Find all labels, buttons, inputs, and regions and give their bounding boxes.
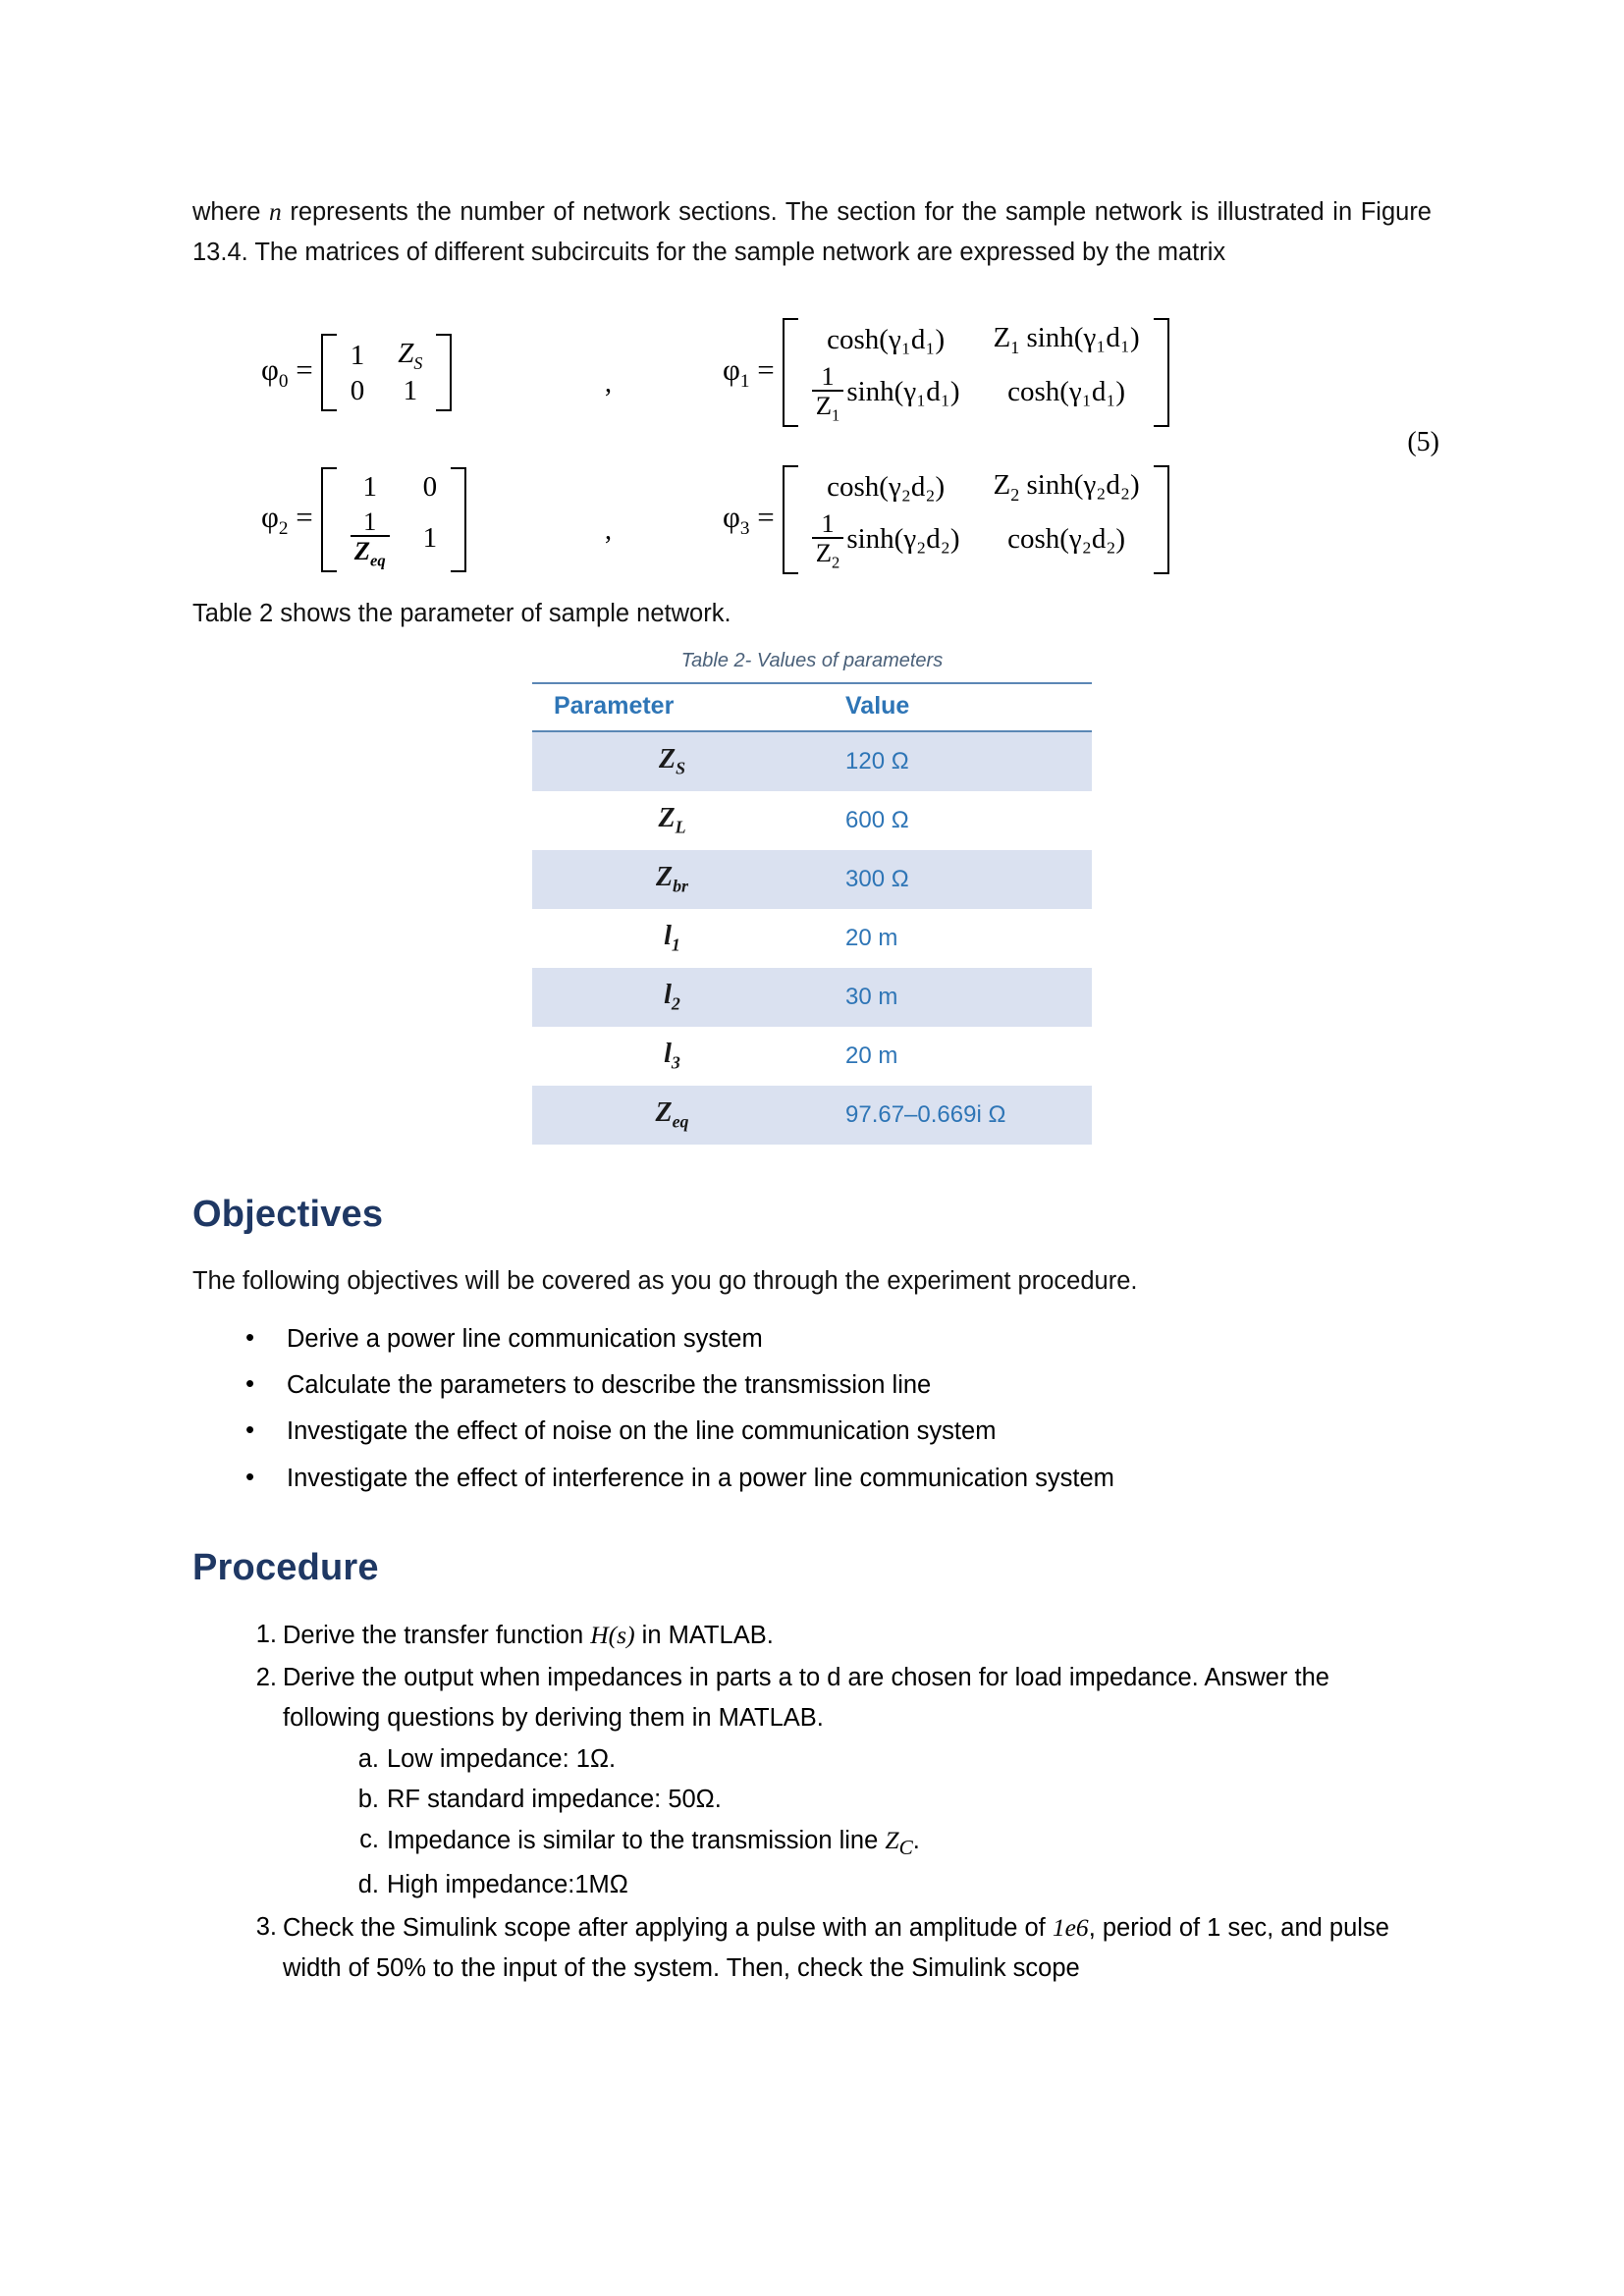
- table-cell-parameter: $Z_S$: [532, 731, 812, 791]
- equation-row-2: [192, 447, 1432, 594]
- table-cell-value: 120 Ω: [812, 731, 1092, 791]
- phi1-cell-12: $Z_1$ sinh(γ₁d₁): [993, 321, 1140, 357]
- equation-comma-1: ,: [605, 367, 612, 399]
- table-row: [532, 1027, 1092, 1086]
- intro-text-part2: represents the number of network sections. The section for the sample network is illustrated in Figure 13.4. The matrices of different subcircuits for the sample network are expressed by the matrix: [192, 198, 1432, 267]
- phi1-cell-22: cosh(γ₁d₁): [1007, 376, 1126, 408]
- procedure-sublist: [283, 1739, 1432, 1905]
- equation-phi2: [192, 467, 605, 573]
- table-cell-parameter: $l_3$: [664, 1039, 680, 1073]
- table-cell-parameter: $Z_L$: [658, 803, 686, 837]
- objectives-list: [192, 1323, 1432, 1494]
- phi0-cell-22: 1: [403, 375, 418, 407]
- bracket-right: [451, 467, 466, 573]
- bracket-right: [1154, 318, 1169, 428]
- phi2-cell-12: 0: [422, 470, 438, 503]
- phi2-cell-21: [347, 507, 394, 569]
- table-header-row: [532, 683, 1092, 731]
- table-row: [532, 1086, 1092, 1145]
- phi1-cell-11: cosh(γ₁d₁): [827, 323, 946, 355]
- phi0-cell-21: 0: [350, 375, 365, 407]
- equation-phi3: [723, 465, 1432, 575]
- procedure-heading: Procedure: [192, 1546, 379, 1588]
- phi2-label: $\varphi_2$ =: [261, 499, 313, 540]
- table-row: [532, 791, 1092, 850]
- bracket-left: [783, 318, 798, 428]
- table-row: [532, 968, 1092, 1027]
- phi1-matrix: [783, 318, 1169, 428]
- table-intro-paragraph: Table 2 shows the parameter of sample network.: [192, 599, 731, 627]
- phi3-cell-11: cosh(γ₂d₂): [827, 470, 946, 503]
- table-row: [532, 731, 1092, 791]
- objective-item: • Investigate the effect of interference in a power line communication system: [287, 1463, 1432, 1494]
- phi2-cell-22: 1: [422, 521, 438, 554]
- objective-item: • Investigate the effect of noise on the line communication system: [287, 1415, 1432, 1447]
- table-cell-value: 20 m: [845, 1041, 898, 1069]
- table-row: [532, 909, 1092, 968]
- procedure-item: Derive the transfer function H(s) in MATLAB.: [283, 1620, 774, 1649]
- table-cell-parameter: $Z_{eq}$: [532, 1086, 812, 1145]
- phi3-fraction: $\frac{1}{Z_2}$: [812, 509, 844, 571]
- table-cell-value: 30 m: [812, 968, 1092, 1027]
- table-cell-parameter: $l_1$: [664, 921, 680, 955]
- bracket-left: [321, 334, 337, 412]
- bracket-left: [321, 467, 337, 573]
- bracket-right: [1154, 465, 1169, 575]
- phi3-sinh: sinh(γ₂d₂): [846, 523, 960, 556]
- intro-paragraph: [192, 191, 1432, 274]
- intro-variable-n: n: [269, 197, 282, 226]
- table-cell-value: 300 Ω: [812, 850, 1092, 909]
- phi3-cell-12: $Z_2$ sinh(γ₂d₂): [993, 468, 1140, 505]
- phi0-matrix: [321, 334, 453, 412]
- phi0-cell-12: $Z_S$: [398, 337, 423, 373]
- bracket-left: [783, 465, 798, 575]
- table-cell-value: 97.67–0.669i Ω: [812, 1086, 1092, 1145]
- phi2-cell-11: 1: [362, 470, 377, 503]
- phi3-matrix: [783, 465, 1169, 575]
- table-cell-parameter: $Z_{br}$: [532, 850, 812, 909]
- objectives-heading: Objectives: [192, 1193, 384, 1235]
- phi2-fraction: $\frac{1}{Z_{eq}}$: [351, 507, 390, 569]
- objective-item: • Derive a power line communication system: [287, 1323, 1432, 1355]
- equation-number: (5): [1407, 426, 1439, 457]
- table-header-parameter: Parameter: [532, 683, 812, 731]
- phi1-cell-21: [808, 362, 964, 424]
- phi0-label: $\varphi_0$ =: [261, 351, 313, 393]
- procedure-subitem: High impedance:1MΩ: [387, 1870, 628, 1898]
- table-header-value: Value: [812, 683, 1092, 731]
- phi1-fraction: $\frac{1}{Z_1}$: [812, 362, 844, 424]
- table-row: [532, 850, 1092, 909]
- procedure-item: Derive the output when impedances in parts a to d are chosen for load impedance. Answer the following questions by deriving them in MATLAB. Low impedance: 1Ω. RF standard impedance: 50Ω. Impedance is similar to the transmission line $Z_C$. High impedance:1MΩ: [283, 1658, 1432, 1905]
- table-cell-parameter: $l_2$: [532, 968, 812, 1027]
- table-body: [532, 731, 1092, 1145]
- phi1-label: $\varphi_1$ =: [723, 352, 775, 393]
- procedure-item: Check the Simulink scope after applying a pulse with an amplitude of 1e6, period of 1 sec, and pulse width of 50% to the input of the system. Then, check the Simulink scope: [283, 1912, 1389, 1983]
- procedure-subitem: RF standard impedance: 50Ω.: [387, 1785, 722, 1813]
- phi3-cell-22: cosh(γ₂d₂): [1007, 523, 1126, 556]
- phi2-matrix: [321, 467, 466, 573]
- table-caption: Table 2- Values of parameters: [680, 649, 944, 671]
- equation-row-1: [192, 299, 1432, 447]
- table-cell-value: 600 Ω: [845, 806, 909, 833]
- procedure-list: [192, 1615, 1432, 1990]
- equation-phi1: [723, 318, 1432, 428]
- phi3-cell-21: [808, 509, 964, 571]
- phi0-cell-11: 1: [350, 339, 365, 371]
- procedure-subitem: Impedance is similar to the transmission line $Z_C$.: [387, 1826, 920, 1860]
- parameters-table: [532, 682, 1092, 1145]
- bracket-right: [436, 334, 452, 412]
- phi3-label: $\varphi_3$ =: [723, 500, 775, 540]
- equation-phi0: [192, 334, 605, 412]
- equation-comma-2: ,: [605, 514, 612, 546]
- table-cell-value: 20 m: [845, 924, 898, 951]
- procedure-subitem: Low impedance: 1Ω.: [387, 1744, 617, 1773]
- objectives-intro: The following objectives will be covered as you go through the experiment procedure.: [192, 1266, 1138, 1295]
- equation-block-5: [192, 299, 1439, 594]
- objective-item: • Calculate the parameters to describe the transmission line: [287, 1369, 1432, 1401]
- phi1-sinh: sinh(γ₁d₁): [846, 376, 960, 408]
- intro-text-part1: where: [192, 198, 270, 226]
